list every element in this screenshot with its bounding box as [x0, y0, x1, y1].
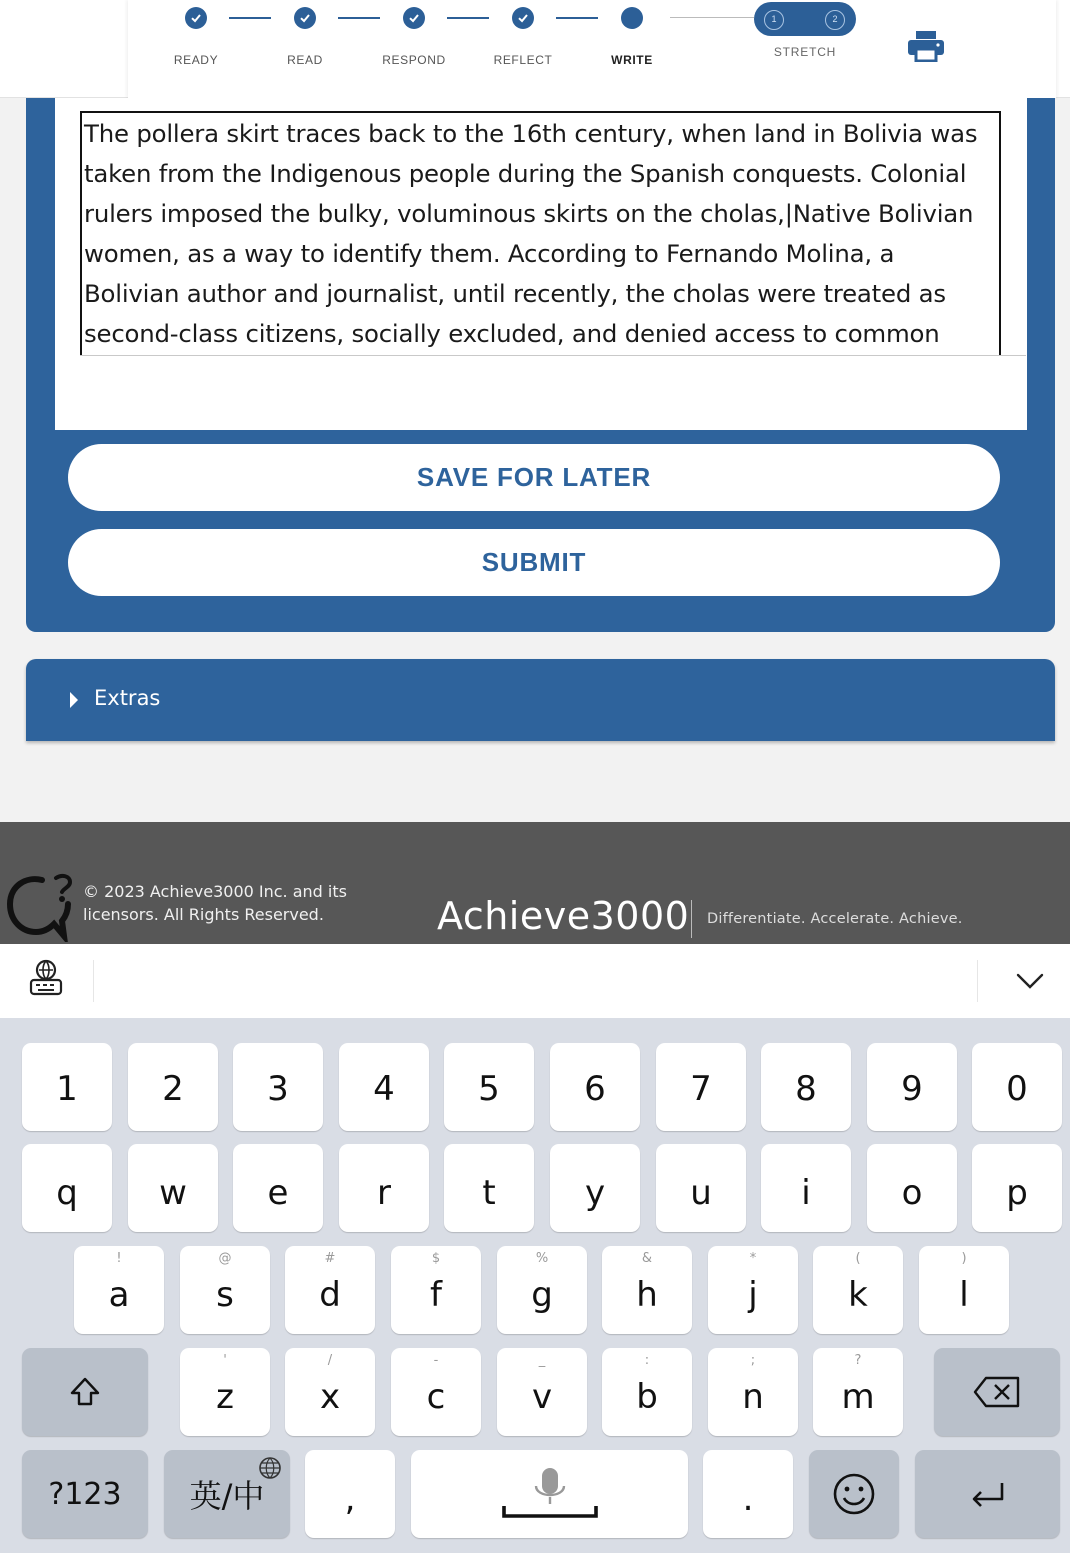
step-read[interactable] [250, 0, 360, 98]
language-key[interactable] [164, 1450, 290, 1538]
key-b[interactable] [602, 1348, 692, 1436]
stretch-step-1[interactable]: 1 [764, 10, 784, 30]
key-o[interactable] [867, 1144, 957, 1232]
key-hint: _ [538, 1353, 546, 1368]
key-hint: / [327, 1353, 333, 1368]
key-glyph: 3 [267, 1069, 289, 1109]
key-j[interactable] [708, 1246, 798, 1334]
key-hint: : [644, 1353, 650, 1368]
key-hint: ; [750, 1353, 756, 1368]
key-glyph: u [690, 1173, 712, 1213]
key-glyph: g [531, 1275, 553, 1315]
key-hint: & [641, 1251, 653, 1266]
key-m[interactable] [813, 1348, 903, 1436]
key-2[interactable] [128, 1043, 218, 1131]
key-glyph: v [531, 1377, 553, 1417]
check-icon [403, 7, 425, 29]
enter-icon [968, 1479, 1008, 1509]
step-label: RESPOND [382, 53, 446, 67]
key-glyph: 英/中 [189, 1477, 265, 1515]
key-hint: ! [116, 1251, 122, 1266]
step-label: READ [287, 53, 323, 67]
key-glyph: p [1006, 1173, 1028, 1213]
extras-label: Extras [94, 686, 161, 710]
key-9[interactable] [867, 1043, 957, 1131]
toolbar-divider [93, 960, 94, 1002]
key-glyph: f [430, 1275, 442, 1315]
key-q[interactable] [22, 1144, 112, 1232]
key-c[interactable] [391, 1348, 481, 1436]
key-hint: * [749, 1251, 757, 1266]
caret-right-icon [70, 692, 78, 708]
key-u[interactable] [656, 1144, 746, 1232]
extras-accordion[interactable] [26, 659, 1055, 741]
period-key[interactable] [703, 1450, 793, 1538]
key-glyph: 1 [56, 1069, 78, 1109]
stretch-step-2[interactable]: 2 [825, 10, 845, 30]
key-k[interactable] [813, 1246, 903, 1334]
comma-key[interactable] [305, 1450, 395, 1538]
key-glyph: 4 [373, 1069, 395, 1109]
key-e[interactable] [233, 1144, 323, 1232]
key-glyph: w [159, 1173, 187, 1213]
key-glyph: d [319, 1275, 341, 1315]
key-x[interactable] [285, 1348, 375, 1436]
key-glyph: z [216, 1377, 234, 1417]
key-glyph: r [377, 1173, 391, 1213]
key-glyph: 9 [901, 1069, 923, 1109]
key-glyph: j [748, 1275, 758, 1315]
key-r[interactable] [339, 1144, 429, 1232]
backspace-key[interactable] [934, 1348, 1060, 1436]
step-reflect[interactable] [468, 0, 578, 98]
step-label: READY [173, 53, 219, 67]
key-glyph: c [426, 1377, 446, 1417]
chevron-down-icon[interactable] [1015, 966, 1045, 996]
step-label: REFLECT [493, 53, 553, 67]
key-hint: # [324, 1251, 336, 1266]
key-glyph: o [901, 1173, 923, 1213]
copyright [83, 880, 383, 926]
stretch-steps[interactable] [754, 2, 856, 36]
globe-icon [258, 1456, 282, 1480]
key-glyph: e [267, 1173, 289, 1213]
key-glyph: k [848, 1275, 868, 1315]
key-glyph: t [482, 1173, 496, 1213]
key-z[interactable] [180, 1348, 270, 1436]
key-g[interactable] [497, 1246, 587, 1334]
key-glyph: m [841, 1377, 875, 1417]
key-hint: - [433, 1353, 439, 1368]
symbols-key[interactable] [22, 1450, 148, 1538]
key-8[interactable] [761, 1043, 851, 1131]
key-glyph: ?123 [48, 1476, 122, 1512]
check-icon [185, 7, 207, 29]
key-hint: ( [855, 1251, 861, 1266]
key-glyph: , [344, 1479, 356, 1519]
step-respond[interactable] [359, 0, 469, 98]
editor-line: women, as a way to identify them. According to Fernando Molina, a [84, 239, 895, 268]
key-glyph: i [801, 1173, 811, 1213]
enter-key[interactable] [915, 1450, 1060, 1538]
key-glyph: b [636, 1377, 658, 1417]
key-glyph: x [319, 1377, 341, 1417]
key-glyph: 2 [162, 1069, 184, 1109]
editor-line: second-class citizens, socially excluded, and denied access to common [84, 319, 940, 348]
essay-editor[interactable] [80, 111, 1001, 356]
key-glyph: 6 [584, 1069, 606, 1109]
editor-line: The pollera skirt traces back to the 16th century, when land in Bolivia was [84, 119, 978, 148]
key-glyph: . [742, 1479, 754, 1519]
emoji-icon [832, 1472, 876, 1516]
shift-icon [68, 1375, 102, 1409]
brand-logo: Achieve3000 [437, 894, 690, 938]
key-hint: ? [854, 1353, 862, 1368]
brand-divider [691, 900, 692, 938]
key-l[interactable] [919, 1246, 1009, 1334]
key-glyph: y [584, 1173, 606, 1213]
key-3[interactable] [233, 1043, 323, 1131]
key-p[interactable] [972, 1144, 1062, 1232]
key-5[interactable] [444, 1043, 534, 1131]
keyboard-settings-icon[interactable] [28, 958, 64, 998]
key-glyph: h [636, 1275, 658, 1315]
current-step-dot [621, 7, 643, 29]
key-4[interactable] [339, 1043, 429, 1131]
key-hint: @ [218, 1251, 232, 1266]
key-glyph: q [56, 1173, 78, 1213]
step-ready[interactable] [141, 0, 251, 98]
key-0[interactable] [972, 1043, 1062, 1131]
keyboard-toolbar [0, 944, 1070, 1018]
key-a[interactable] [74, 1246, 164, 1334]
submit-button[interactable]: SUBMIT [68, 529, 1000, 596]
key-s[interactable] [180, 1246, 270, 1334]
key-glyph: 8 [795, 1069, 817, 1109]
editor-line: rulers imposed the bulky, voluminous skirts on the cholas,|Native Bolivian [84, 199, 974, 228]
key-n[interactable] [708, 1348, 798, 1436]
key-6[interactable] [550, 1043, 640, 1131]
achieve-logo-icon [2, 866, 76, 942]
key-glyph: n [742, 1377, 764, 1417]
editor-divider [80, 355, 1026, 356]
editor-line: Bolivian author and journalist, until recently, the cholas were treated as [84, 279, 946, 308]
key-glyph: a [108, 1275, 130, 1315]
toolbar-divider [977, 960, 978, 1002]
key-i[interactable] [761, 1144, 851, 1232]
brand-tagline: Differentiate. Accelerate. Achieve. [707, 911, 963, 927]
emoji-key[interactable] [809, 1450, 899, 1538]
key-d[interactable] [285, 1246, 375, 1334]
key-1[interactable] [22, 1043, 112, 1131]
save-for-later-button[interactable]: SAVE FOR LATER [68, 444, 1000, 511]
key-hint: $ [431, 1251, 441, 1266]
space-key[interactable] [411, 1450, 688, 1538]
backspace-icon [972, 1375, 1022, 1409]
key-7[interactable] [656, 1043, 746, 1131]
microphone-icon [500, 1466, 600, 1522]
step-label: WRITE [611, 53, 653, 67]
key-hint: ) [961, 1251, 967, 1266]
copyright-line: © 2023 Achieve3000 Inc. and its [83, 882, 347, 901]
check-icon [294, 7, 316, 29]
key-f[interactable] [391, 1246, 481, 1334]
print-icon[interactable] [907, 30, 945, 62]
stretch-label: STRETCH [773, 45, 837, 59]
key-v[interactable] [497, 1348, 587, 1436]
step-write[interactable] [577, 0, 687, 98]
key-hint: % [535, 1251, 549, 1266]
key-h[interactable] [602, 1246, 692, 1334]
key-glyph: 7 [690, 1069, 712, 1109]
shift-key[interactable] [22, 1348, 148, 1436]
key-w[interactable] [128, 1144, 218, 1232]
key-glyph: s [216, 1275, 234, 1315]
key-hint: ' [223, 1353, 227, 1368]
key-t[interactable] [444, 1144, 534, 1232]
key-glyph: l [959, 1275, 969, 1315]
key-y[interactable] [550, 1144, 640, 1232]
copyright-line: licensors. All Rights Reserved. [83, 905, 324, 924]
editor-line: taken from the Indigenous people during the Spanish conquests. Colonial [84, 159, 967, 188]
check-icon [512, 7, 534, 29]
key-glyph: 5 [478, 1069, 500, 1109]
key-glyph: 0 [1006, 1069, 1028, 1109]
